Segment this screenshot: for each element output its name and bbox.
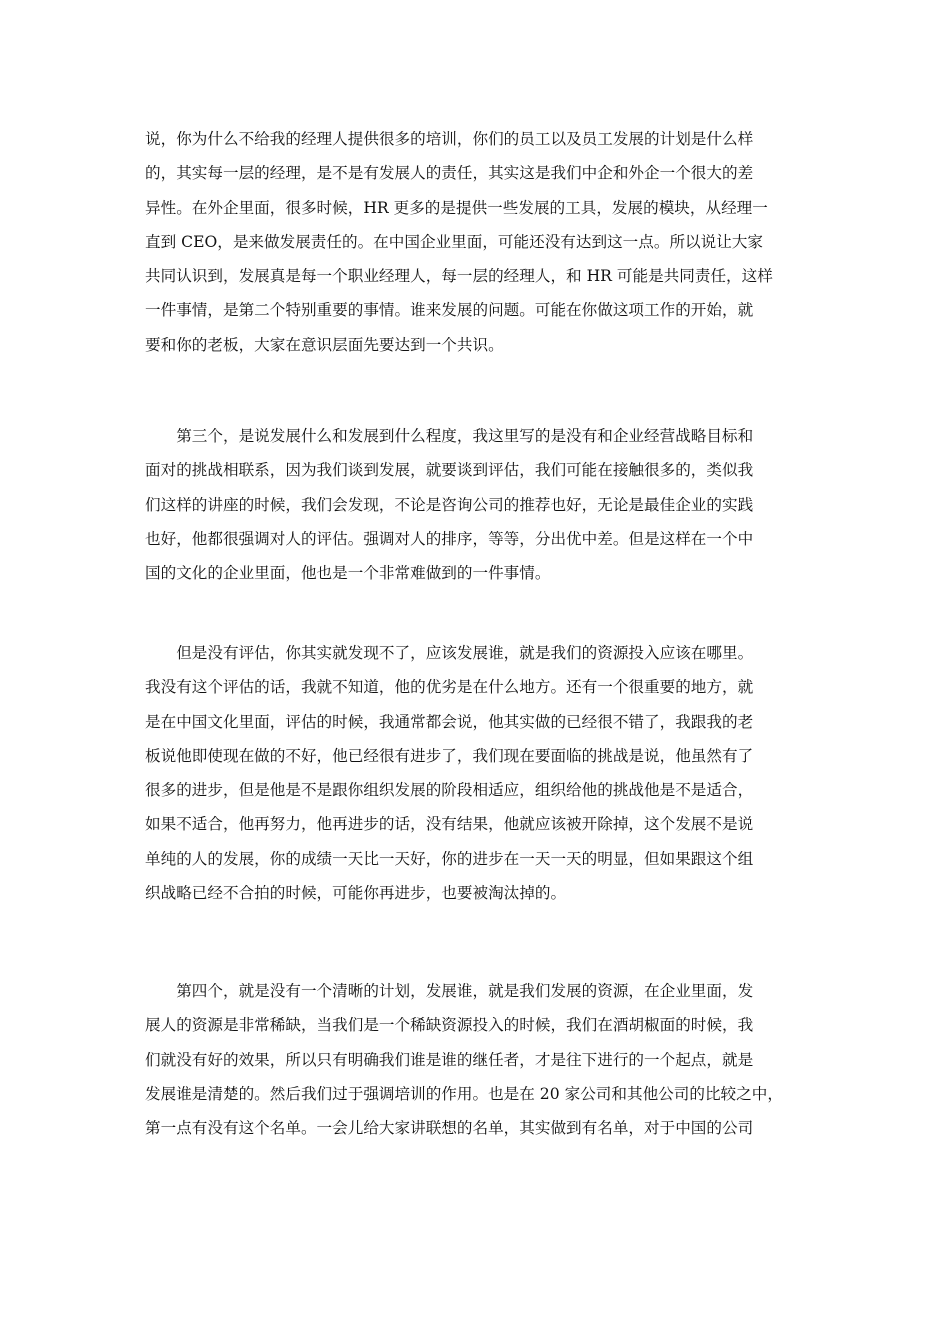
text-line: 发展谁是清楚的。然后我们过于强调培训的作用。也是在 20 家公司和其他公司的比较之中， (145, 1084, 783, 1103)
text-line: 很多的进步，但是他是不是跟你组织发展的阶段相适应，组织给他的挑战他是不是适合， (145, 781, 754, 800)
text-line: 我没有这个评估的话，我就不知道，他的优劣是在什么地方。还有一个很重要的地方，就 (145, 678, 754, 697)
text-line: 说，你为什么不给我的经理人提供很多的培训，你们的员工以及员工发展的计划是什么样 (145, 130, 754, 148)
paragraph-1 (145, 122, 815, 362)
text-line: 第三个，是说发展什么和发展到什么程度，我这里写的是没有和企业经营战略目标和 (145, 427, 754, 445)
text-line: 板说他即使现在做的不好，他已经很有进步了，我们现在要面临的挑战是说，他虽然有了 (145, 746, 754, 765)
text-line: 第四个，就是没有一个清晰的计划，发展谁，就是我们发展的资源，在企业里面，发 (145, 982, 754, 1000)
text-line: 单纯的人的发展，你的成绩一天比一天好，你的进步在一天一天的明显，但如果跟这个组 (145, 849, 754, 868)
text-line: 一件事情，是第二个特别重要的事情。谁来发展的问题。可能在你做这项工作的开始，就 (145, 301, 754, 320)
text-line: 共同认识到，发展真是每一个职业经理人，每一层的经理人，和 HR 可能是共同责任，这样 (145, 267, 773, 286)
text-line: 是在中国文化里面，评估的时候，我通常都会说，他其实做的已经很不错了，我跟我的老 (145, 712, 754, 731)
paragraph-2 (145, 419, 815, 590)
text-line: 们就没有好的效果，所以只有明确我们谁是谁的继任者，才是往下进行的一个起点，就是 (145, 1050, 754, 1069)
paragraph-4 (145, 974, 815, 1145)
text-line: 如果不适合，他再努力，他再进步的话，没有结果，他就应该被开除掉，这个发展不是说 (145, 815, 754, 834)
text-line: 们这样的讲座的时候，我们会发现，不论是咨询公司的推荐也好，无论是最佳企业的实践 (145, 495, 754, 514)
text-line: 织战略已经不合拍的时候，可能你再进步，也要被淘汰掉的。 (145, 884, 567, 903)
text-line: 异性。在外企里面，很多时候，HR 更多的是提供一些发展的工具，发展的模块，从经理一 (145, 198, 768, 217)
paragraph-3 (145, 636, 815, 910)
text-line: 面对的挑战相联系，因为我们谈到发展，就要谈到评估，我们可能在接触很多的，类似我 (145, 461, 754, 480)
text-line: 要和你的老板，大家在意识层面先要达到一个共识。 (145, 335, 504, 354)
text-line: 第一点有没有这个名单。一会儿给大家讲联想的名单，其实做到有名单，对于中国的公司 (145, 1119, 754, 1138)
text-line: 直到 CEO，是来做发展责任的。在中国企业里面，可能还没有达到这一点。所以说让大家 (145, 232, 764, 251)
text-line: 国的文化的企业里面，他也是一个非常难做到的一件事情。 (145, 564, 551, 583)
text-line: 也好，他都很强调对人的评估。强调对人的排序，等等，分出优中差。但是这样在一个中 (145, 529, 754, 548)
text-line: 的，其实每一层的经理，是不是有发展人的责任，其实这是我们中企和外企一个很大的差 (145, 164, 754, 183)
text-line: 展人的资源是非常稀缺，当我们是一个稀缺资源投入的时候，我们在酒胡椒面的时候，我 (145, 1016, 754, 1035)
text-line: 但是没有评估，你其实就发现不了，应该发展谁，就是我们的资源投入应该在哪里。 (145, 644, 754, 662)
